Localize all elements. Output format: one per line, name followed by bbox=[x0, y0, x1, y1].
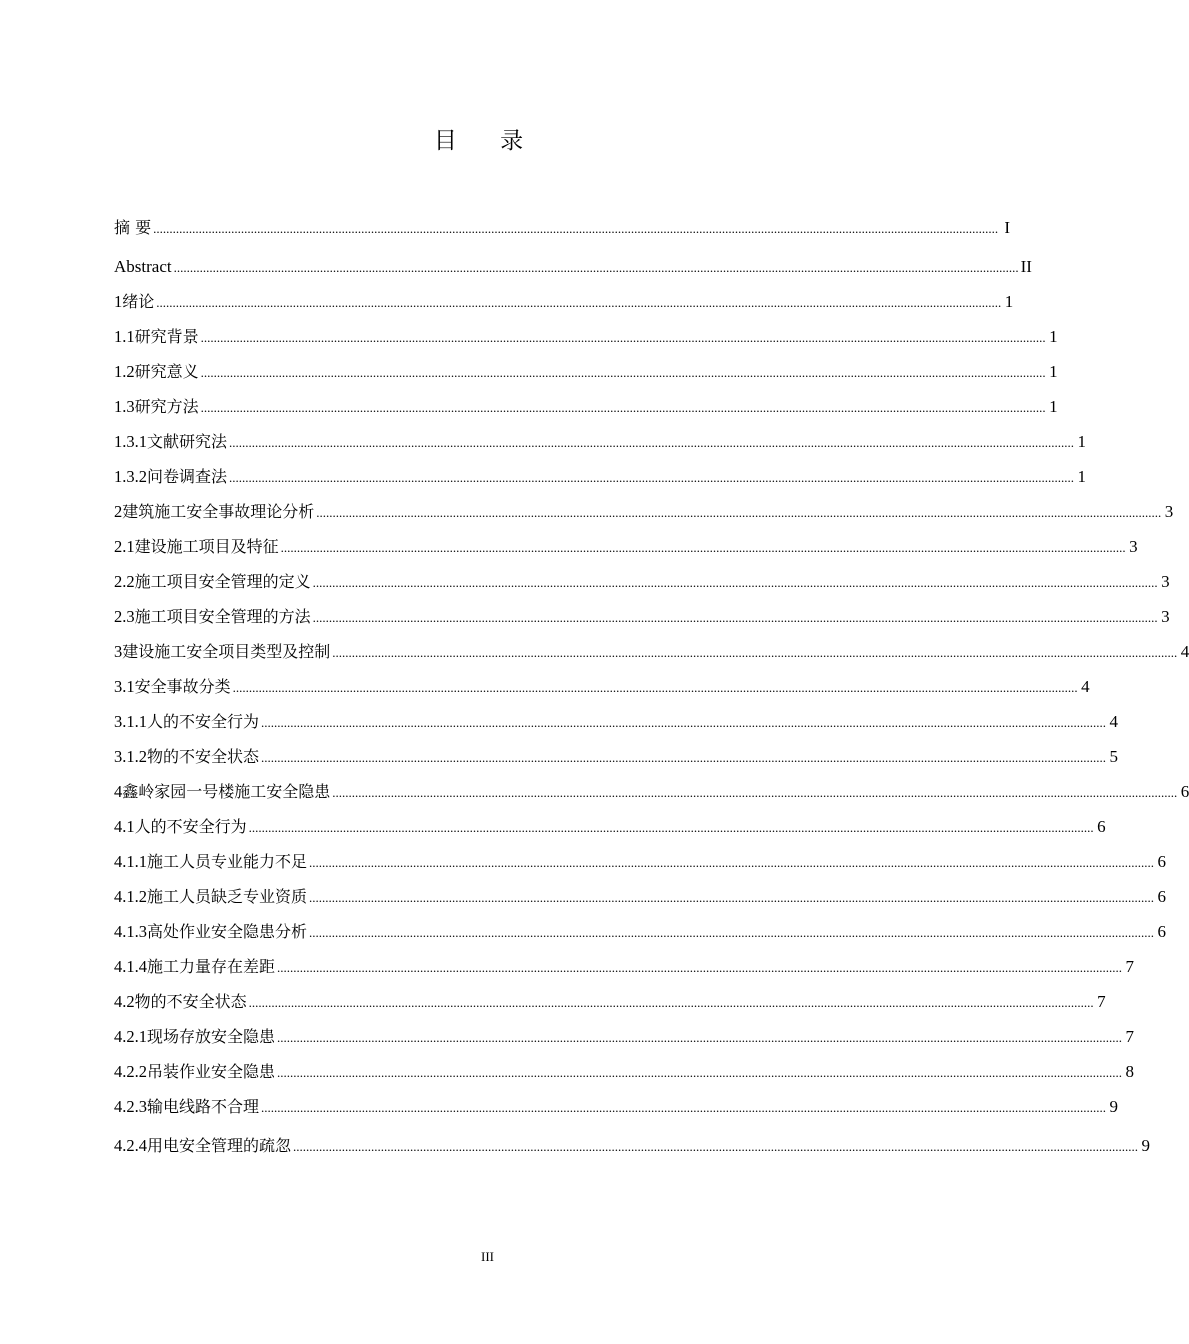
toc-entry[interactable] bbox=[114, 424, 1087, 459]
toc-entry-page: II bbox=[1020, 257, 1032, 276]
toc-entry-title: 鑫岭家园一号楼施工安全隐患 bbox=[122, 782, 331, 801]
toc-entry-title: 研究方法 bbox=[134, 397, 199, 416]
toc-dot-leader: .................................................................................................................................................................................................................................................................... bbox=[200, 330, 1046, 345]
page-title: 目 录 bbox=[433, 128, 542, 154]
toc-entry[interactable] bbox=[114, 774, 1189, 809]
toc-entry-number: 4.2.1 bbox=[114, 1027, 147, 1046]
toc-list bbox=[114, 210, 1189, 1163]
toc-entry-number: 1.2 bbox=[114, 362, 135, 381]
toc-entry-page: I bbox=[1004, 218, 1011, 237]
toc-entry-page: 7 bbox=[1125, 957, 1135, 976]
toc-entry-page: 4 bbox=[1180, 642, 1189, 661]
toc-dot-leader: .................................................................................................................................................................................................................................................................... bbox=[229, 470, 1075, 485]
toc-entry[interactable] bbox=[114, 914, 1167, 949]
toc-dot-leader: .................................................................................................................................................................................................................................................................... bbox=[309, 925, 1155, 940]
toc-entry-title: 施工人员缺乏专业资质 bbox=[147, 887, 308, 906]
toc-entry-title: 施工人员专业能力不足 bbox=[147, 852, 308, 871]
toc-entry-title: 研究意义 bbox=[134, 362, 199, 381]
toc-entry-number: 4.2 bbox=[114, 992, 135, 1011]
toc-entry[interactable] bbox=[114, 634, 1189, 669]
toc-entry-number: 2 bbox=[114, 502, 123, 521]
toc-entry-page: 5 bbox=[1109, 747, 1119, 766]
toc-dot-leader: .................................................................................................................................................................................................................................................................... bbox=[332, 645, 1178, 660]
toc-dot-leader: .................................................................................................................................................................................................................................................................... bbox=[316, 505, 1162, 520]
toc-dot-leader: .................................................................................................................................................................................................................................................................... bbox=[332, 785, 1178, 800]
toc-entry-title: 问卷调查法 bbox=[147, 467, 228, 486]
toc-entry[interactable] bbox=[114, 1128, 1151, 1163]
toc-entry-page: 3 bbox=[1161, 572, 1170, 591]
toc-entry-page: 3 bbox=[1164, 502, 1174, 521]
toc-entry[interactable] bbox=[114, 494, 1174, 529]
toc-entry-title: 施工项目安全管理的方法 bbox=[134, 607, 311, 626]
toc-entry-title: 人的不安全行为 bbox=[147, 712, 260, 731]
toc-entry-title: 物的不安全状态 bbox=[134, 992, 247, 1011]
toc-entry-number: 3.1 bbox=[114, 677, 135, 696]
toc-entry-number: 4.1 bbox=[114, 817, 135, 836]
toc-entry-number: 4.1.2 bbox=[114, 887, 147, 906]
toc-dot-leader: .................................................................................................................................................................................................................................................................... bbox=[153, 221, 999, 236]
toc-dot-leader: .................................................................................................................................................................................................................................................................... bbox=[309, 855, 1155, 870]
toc-entry-page: 6 bbox=[1097, 817, 1106, 836]
toc-entry-title: 研究背景 bbox=[134, 327, 199, 346]
toc-entry-number: 4.1.4 bbox=[114, 957, 147, 976]
toc-entry-title: 输电线路不合理 bbox=[147, 1097, 260, 1116]
toc-entry-title: 建设施工项目及特征 bbox=[134, 537, 279, 556]
toc-dot-leader: .................................................................................................................................................................................................................................................................... bbox=[200, 400, 1046, 415]
toc-dot-leader: .................................................................................................................................................................................................................................................................... bbox=[277, 960, 1123, 975]
toc-dot-leader: .................................................................................................................................................................................................................................................................... bbox=[229, 435, 1075, 450]
toc-entry[interactable] bbox=[114, 249, 1032, 284]
toc-entry-number: 4.1.3 bbox=[114, 922, 147, 941]
toc-entry-title: 用电安全管理的疏忽 bbox=[147, 1136, 292, 1155]
toc-dot-leader: .................................................................................................................................................................................................................................................................... bbox=[312, 610, 1158, 625]
toc-entry-page: 3 bbox=[1129, 537, 1138, 556]
toc-entry-title: 高处作业安全隐患分析 bbox=[147, 922, 308, 941]
toc-dot-leader: .................................................................................................................................................................................................................................................................... bbox=[293, 1139, 1139, 1154]
toc-entry-page: 8 bbox=[1125, 1062, 1135, 1081]
toc-dot-leader: .................................................................................................................................................................................................................................................................... bbox=[277, 1065, 1123, 1080]
toc-entry-number: 1.3 bbox=[114, 397, 135, 416]
toc-entry-title: 现场存放安全隐患 bbox=[147, 1027, 276, 1046]
toc-entry-number: 1.1 bbox=[114, 327, 135, 346]
toc-entry-page: 6 bbox=[1180, 782, 1189, 801]
toc-entry-title: 物的不安全状态 bbox=[147, 747, 260, 766]
toc-entry-page: 1 bbox=[1049, 397, 1058, 416]
toc-entry-title: 施工项目安全管理的定义 bbox=[134, 572, 311, 591]
toc-entry-page: 1 bbox=[1077, 467, 1087, 486]
toc-entry[interactable] bbox=[114, 704, 1119, 739]
toc-dot-leader: .................................................................................................................................................................................................................................................................... bbox=[309, 890, 1155, 905]
toc-entry-page: 6 bbox=[1157, 852, 1167, 871]
toc-entry-page: 7 bbox=[1125, 1027, 1135, 1046]
toc-entry[interactable] bbox=[114, 319, 1058, 354]
toc-entry-number: 4 bbox=[114, 782, 123, 801]
toc-dot-leader: .................................................................................................................................................................................................................................................................... bbox=[261, 1100, 1107, 1115]
toc-entry-page: 1 bbox=[1049, 327, 1058, 346]
toc-entry-page: 7 bbox=[1097, 992, 1106, 1011]
footer-page-number: III bbox=[481, 1249, 494, 1264]
toc-entry[interactable] bbox=[114, 844, 1167, 879]
toc-entry-number: 4.2.3 bbox=[114, 1097, 147, 1116]
toc-dot-leader: .................................................................................................................................................................................................................................................................... bbox=[277, 1030, 1123, 1045]
toc-entry-number: 2.1 bbox=[114, 537, 135, 556]
toc-entry-page: 3 bbox=[1161, 607, 1170, 626]
toc-entry-page: 4 bbox=[1109, 712, 1119, 731]
toc-entry[interactable] bbox=[114, 459, 1087, 494]
toc-entry-number: 3 bbox=[114, 642, 123, 661]
toc-entry-number: 1.3.2 bbox=[114, 467, 147, 486]
toc-entry-page: 1 bbox=[1004, 292, 1014, 311]
toc-entry-number: 3.1.1 bbox=[114, 712, 147, 731]
toc-entry[interactable] bbox=[114, 949, 1135, 984]
toc-entry-number: 3.1.2 bbox=[114, 747, 147, 766]
toc-entry-title: 建设施工安全项目类型及控制 bbox=[122, 642, 331, 661]
toc-dot-leader: .................................................................................................................................................................................................................................................................... bbox=[232, 680, 1078, 695]
toc-entry-page: 1 bbox=[1077, 432, 1087, 451]
toc-entry-page: 6 bbox=[1157, 922, 1167, 941]
toc-entry[interactable] bbox=[114, 354, 1058, 389]
toc-entry[interactable] bbox=[114, 669, 1090, 704]
toc-dot-leader: .................................................................................................................................................................................................................................................................... bbox=[261, 715, 1107, 730]
toc-dot-leader: .................................................................................................................................................................................................................................................................... bbox=[173, 260, 1019, 275]
toc-entry-title: 安全事故分类 bbox=[134, 677, 231, 696]
toc-dot-leader: .................................................................................................................................................................................................................................................................... bbox=[248, 820, 1094, 835]
toc-dot-leader: .................................................................................................................................................................................................................................................................... bbox=[261, 750, 1107, 765]
toc-dot-leader: .................................................................................................................................................................................................................................................................... bbox=[312, 575, 1158, 590]
toc-entry[interactable] bbox=[114, 879, 1167, 914]
toc-entry-title: 摘 要 bbox=[114, 218, 152, 237]
toc-dot-leader: .................................................................................................................................................................................................................................................................... bbox=[156, 295, 1002, 310]
toc-entry-number: 1.3.1 bbox=[114, 432, 147, 451]
toc-entry-title: 人的不安全行为 bbox=[134, 817, 247, 836]
toc-entry[interactable] bbox=[114, 210, 1011, 245]
toc-entry[interactable] bbox=[114, 284, 1014, 319]
toc-dot-leader: .................................................................................................................................................................................................................................................................... bbox=[280, 540, 1126, 555]
toc-entry-page: 4 bbox=[1081, 677, 1090, 696]
toc-entry-title: 建筑施工安全事故理论分析 bbox=[122, 502, 315, 521]
toc-entry[interactable] bbox=[114, 984, 1106, 1019]
toc-entry[interactable] bbox=[114, 529, 1138, 564]
toc-entry-number: 4.2.4 bbox=[114, 1136, 147, 1155]
toc-entry-title: 施工力量存在差距 bbox=[147, 957, 276, 976]
toc-entry[interactable] bbox=[114, 1089, 1119, 1124]
toc-entry-title: 文献研究法 bbox=[147, 432, 228, 451]
toc-entry[interactable] bbox=[114, 739, 1119, 774]
toc-entry-title: 绪论 bbox=[122, 292, 155, 311]
toc-entry[interactable] bbox=[114, 564, 1170, 599]
toc-entry[interactable] bbox=[114, 1054, 1135, 1089]
toc-dot-leader: .................................................................................................................................................................................................................................................................... bbox=[248, 995, 1094, 1010]
toc-entry-page: 6 bbox=[1157, 887, 1167, 906]
toc-entry[interactable] bbox=[114, 1019, 1135, 1054]
toc-entry-number: 2.3 bbox=[114, 607, 135, 626]
toc-entry[interactable] bbox=[114, 599, 1170, 634]
toc-entry-title: 吊装作业安全隐患 bbox=[147, 1062, 276, 1081]
toc-entry-number: 1 bbox=[114, 292, 123, 311]
toc-dot-leader: .................................................................................................................................................................................................................................................................... bbox=[200, 365, 1046, 380]
toc-entry-number: 4.2.2 bbox=[114, 1062, 147, 1081]
toc-entry[interactable] bbox=[114, 389, 1058, 424]
toc-entry-page: 9 bbox=[1109, 1097, 1119, 1116]
toc-entry-number: 2.2 bbox=[114, 572, 135, 591]
toc-entry[interactable] bbox=[114, 809, 1106, 844]
toc-entry-page: 9 bbox=[1141, 1136, 1151, 1155]
toc-entry-number: 4.1.1 bbox=[114, 852, 147, 871]
toc-entry-page: 1 bbox=[1049, 362, 1058, 381]
toc-entry-title: Abstract bbox=[114, 257, 172, 276]
